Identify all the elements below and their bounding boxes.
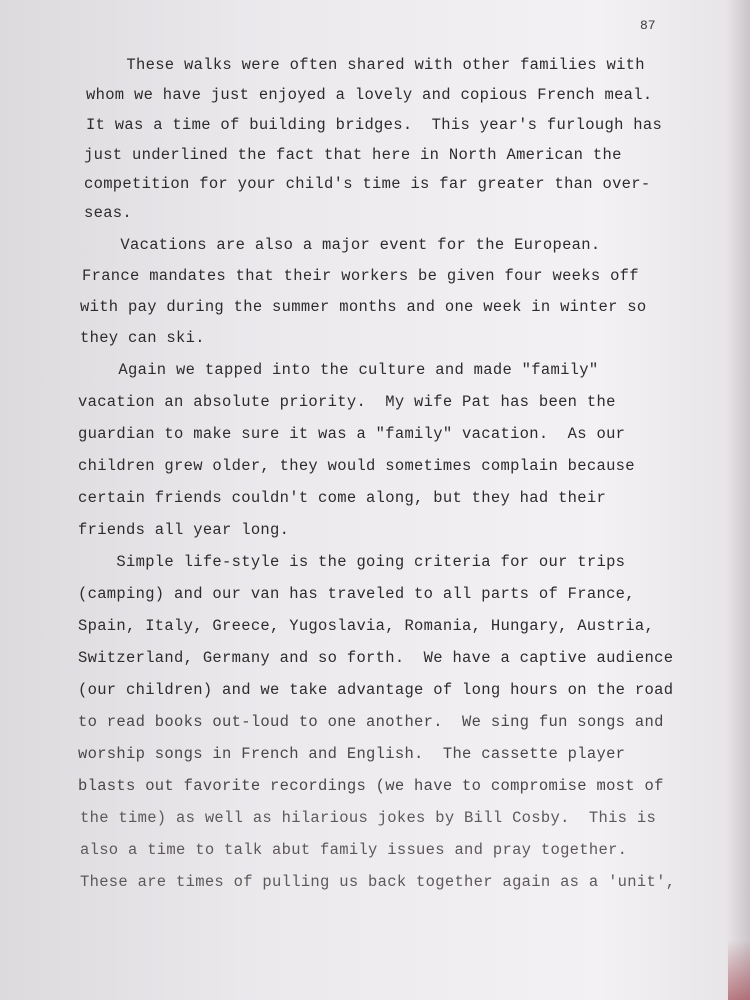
page-number: 87	[640, 18, 656, 33]
text-line: Simple life-style is the going criteria for our trips	[78, 553, 626, 571]
text-line: worship songs in French and English. The cassette player	[78, 745, 626, 763]
text-line: These walks were often shared with other families with	[88, 56, 645, 74]
text-line: just underlined the fact that here in North American the	[84, 146, 622, 164]
text-line: to read books out-loud to one another. We sing fun songs and	[78, 713, 664, 731]
text-line: whom we have just enjoyed a lovely and copious French meal.	[86, 86, 653, 104]
text-line: These are times of pulling us back together again as a 'unit',	[80, 873, 676, 891]
text-line: the time) as well as hilarious jokes by Bill Cosby. This is	[80, 809, 657, 827]
text-line: competition for your child's time is far greater than over-	[84, 175, 651, 193]
text-line: blasts out favorite recordings (we have to compromise most of	[78, 777, 664, 795]
text-line: vacation an absolute priority. My wife Pat has been the	[78, 393, 616, 411]
text-line: they can ski.	[80, 329, 205, 347]
text-line: certain friends couldn't come along, but they had their	[78, 489, 607, 507]
text-line: Again we tapped into the culture and made "family"	[80, 361, 599, 379]
text-line: children grew older, they would sometimes complain because	[78, 457, 635, 475]
text-line: (our children) and we take advantage of long hours on the road	[78, 681, 674, 699]
text-line: It was a time of building bridges. This year's furlough has	[86, 116, 663, 134]
text-line: seas.	[84, 204, 133, 222]
text-line: friends all year long.	[78, 521, 290, 539]
text-line: Switzerland, Germany and so forth. We have a captive audience	[78, 649, 674, 667]
text-line: France mandates that their workers be given four weeks off	[82, 267, 639, 285]
text-line: also a time to talk abut family issues and pray together.	[80, 841, 628, 859]
text-line: Spain, Italy, Greece, Yugoslavia, Romania, Hungary, Austria,	[78, 617, 655, 635]
text-line: with pay during the summer months and one week in winter so	[80, 298, 647, 316]
text-line: guardian to make sure it was a "family" vacation. As our	[78, 425, 626, 443]
text-line: Vacations are also a major event for the European.	[82, 236, 601, 254]
text-line: (camping) and our van has traveled to all parts of France,	[78, 585, 635, 603]
